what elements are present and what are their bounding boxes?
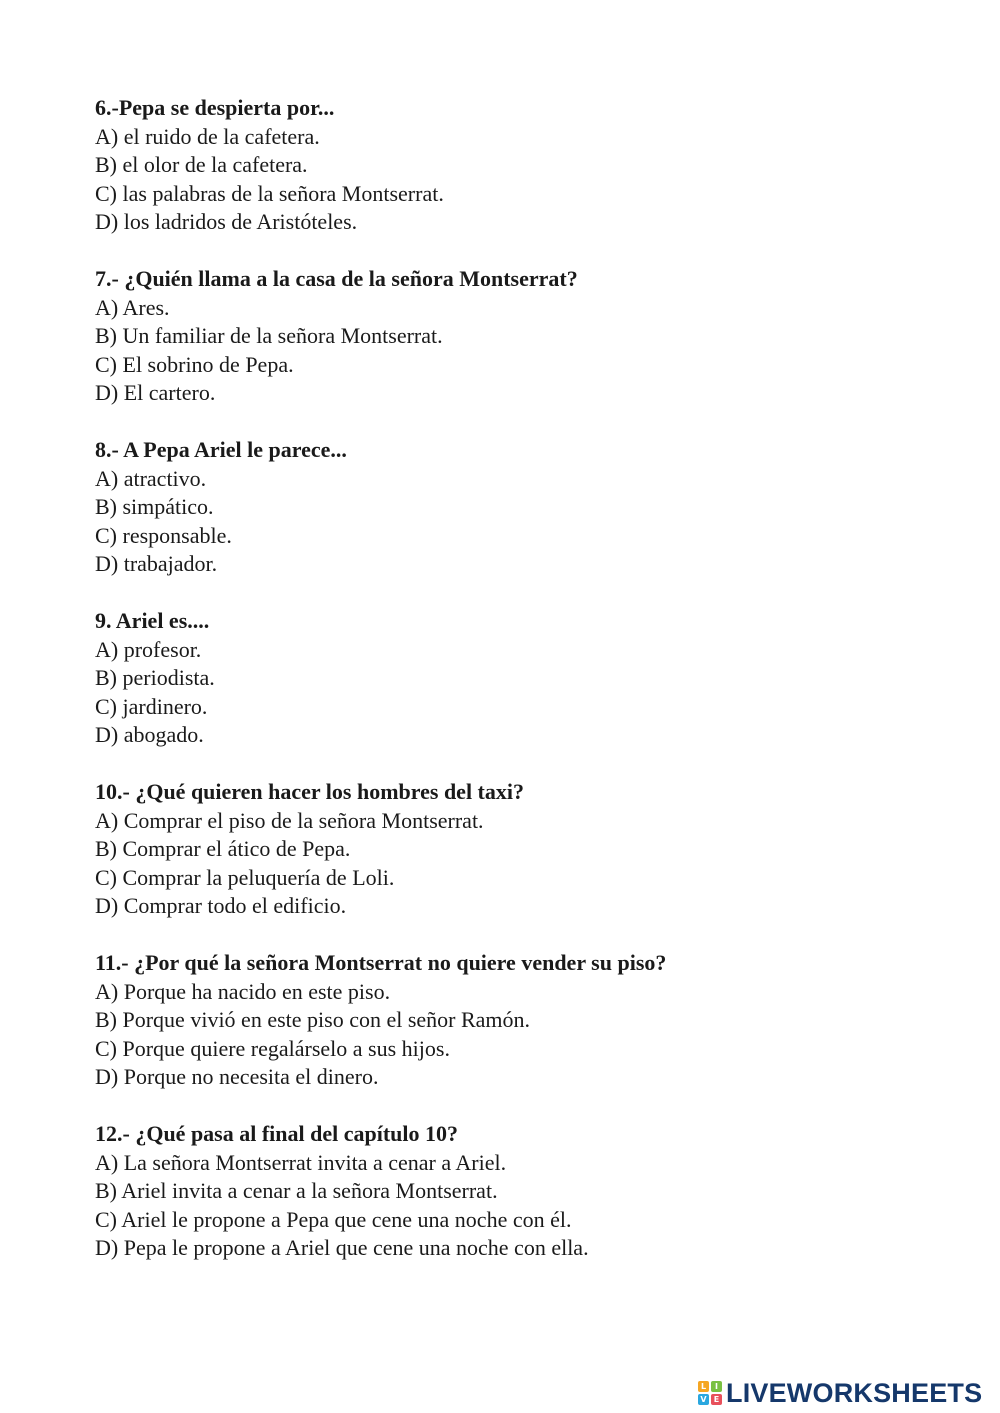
answer-option-b[interactable]: B) simpático. bbox=[95, 494, 214, 519]
answer-option-a[interactable]: A) profesor. bbox=[95, 636, 202, 662]
answer-option-c[interactable]: C) Porque quiere regalárselo a sus hijos. bbox=[95, 1035, 450, 1061]
answer-option-b[interactable]: B) periodista. bbox=[95, 665, 215, 690]
logo-wordmark: LIVEWORKSHEETS bbox=[726, 1378, 983, 1408]
answer-option-b[interactable]: B) Ariel invita a cenar a la señora Montserrat. bbox=[95, 1178, 498, 1203]
question-12 bbox=[95, 1120, 955, 1263]
answer-option-d[interactable]: D) abogado. bbox=[95, 722, 204, 747]
answer-option-c[interactable]: C) jardinero. bbox=[95, 693, 208, 719]
answer-option-a[interactable]: A) atractivo. bbox=[95, 465, 207, 491]
question-title: 8.- A Pepa Ariel le parece... bbox=[95, 437, 347, 462]
answer-option-d[interactable]: D) los ladridos de Aristóteles. bbox=[95, 209, 358, 234]
answer-option-d[interactable]: D) Pepa le propone a Ariel que cene una noche con ella. bbox=[95, 1235, 589, 1260]
question-title: 12.- ¿Qué pasa al final del capítulo 10? bbox=[95, 1121, 459, 1146]
liveworksheets-logo bbox=[698, 1376, 982, 1410]
answer-option-c[interactable]: C) responsable. bbox=[95, 522, 232, 548]
question-title: 10.- ¿Qué quieren hacer los hombres del taxi? bbox=[95, 779, 524, 804]
question-8 bbox=[95, 436, 955, 579]
question-title: 9. Ariel es.... bbox=[95, 608, 210, 633]
answer-option-b[interactable]: B) el olor de la cafetera. bbox=[95, 152, 308, 177]
logo-cell-e: E bbox=[711, 1394, 722, 1405]
answer-option-a[interactable]: A) La señora Montserrat invita a cenar a Ariel. bbox=[95, 1149, 507, 1175]
question-title: 7.- ¿Quién llama a la casa de la señora Montserrat? bbox=[95, 266, 578, 291]
logo-cell-v: V bbox=[698, 1394, 709, 1405]
question-9 bbox=[95, 607, 955, 750]
answer-option-d[interactable]: D) Comprar todo el edificio. bbox=[95, 893, 347, 918]
answer-option-b[interactable]: B) Un familiar de la señora Montserrat. bbox=[95, 323, 443, 348]
logo-grid-icon bbox=[698, 1381, 722, 1405]
question-7 bbox=[95, 265, 955, 408]
answer-option-d[interactable]: D) Porque no necesita el dinero. bbox=[95, 1064, 379, 1089]
question-11 bbox=[95, 949, 955, 1092]
answer-option-a[interactable]: A) el ruido de la cafetera. bbox=[95, 123, 320, 149]
logo-cell-l: L bbox=[698, 1381, 709, 1392]
answer-option-d[interactable]: D) El cartero. bbox=[95, 380, 216, 405]
answer-option-a[interactable]: A) Porque ha nacido en este piso. bbox=[95, 978, 391, 1004]
answer-option-a[interactable]: A) Comprar el piso de la señora Montserrat. bbox=[95, 807, 484, 833]
answer-option-c[interactable]: C) El sobrino de Pepa. bbox=[95, 351, 294, 377]
question-title: 6.-Pepa se despierta por... bbox=[95, 95, 335, 120]
answer-option-c[interactable]: C) Ariel le propone a Pepa que cene una noche con él. bbox=[95, 1206, 572, 1232]
answer-option-c[interactable]: C) Comprar la peluquería de Loli. bbox=[95, 864, 395, 890]
question-6 bbox=[95, 94, 955, 237]
answer-option-c[interactable]: C) las palabras de la señora Montserrat. bbox=[95, 180, 444, 206]
worksheet-page bbox=[95, 94, 955, 1291]
answer-option-b[interactable]: B) Porque vivió en este piso con el señor Ramón. bbox=[95, 1007, 531, 1032]
question-title: 11.- ¿Por qué la señora Montserrat no quiere vender su piso? bbox=[95, 950, 667, 975]
answer-option-d[interactable]: D) trabajador. bbox=[95, 551, 218, 576]
answer-option-b[interactable]: B) Comprar el ático de Pepa. bbox=[95, 836, 351, 861]
question-10 bbox=[95, 778, 955, 921]
answer-option-a[interactable]: A) Ares. bbox=[95, 294, 170, 320]
logo-cell-i: I bbox=[711, 1381, 722, 1392]
